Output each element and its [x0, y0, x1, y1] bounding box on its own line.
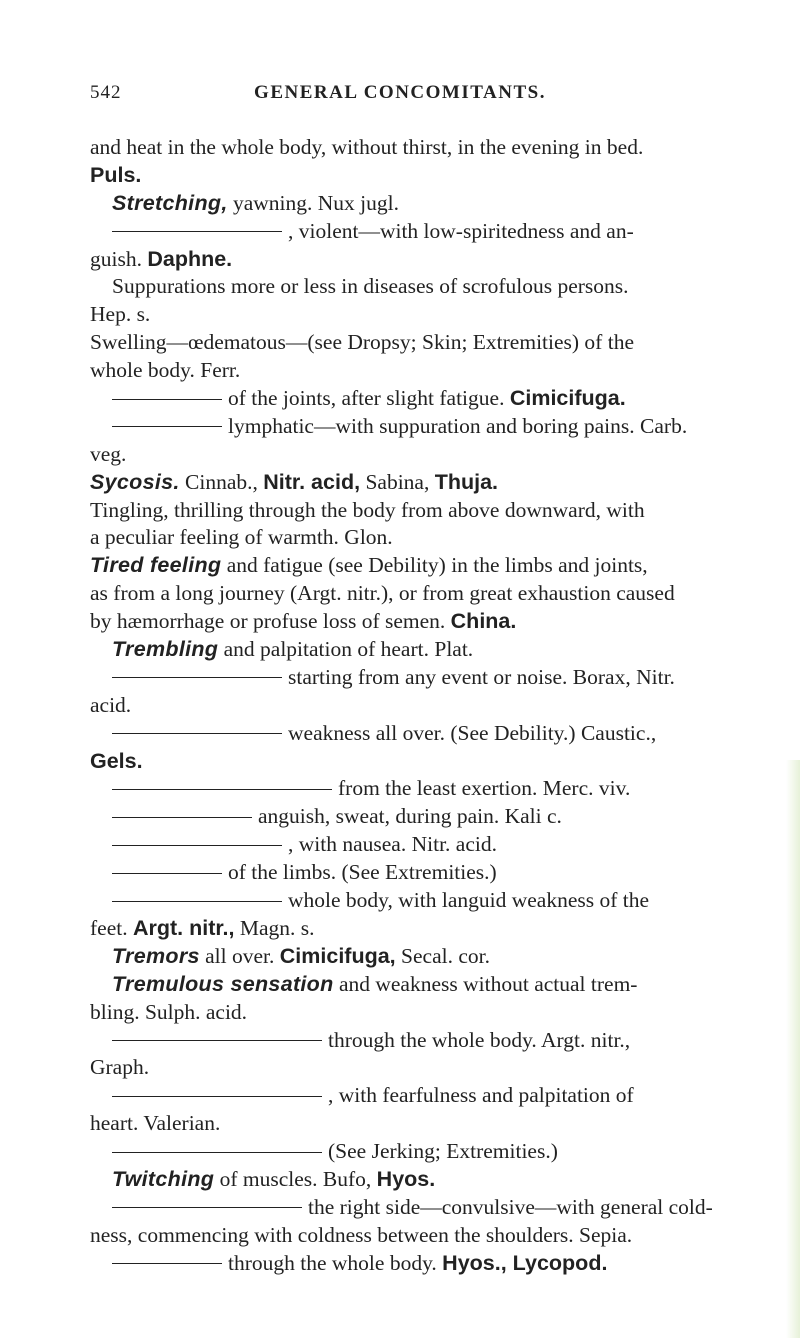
text-line	[90, 664, 710, 692]
text-line	[90, 1138, 710, 1166]
text-line	[90, 887, 710, 915]
page-edge-shadow	[786, 760, 800, 1338]
text-line	[90, 134, 710, 162]
text-run: heart. Valerian.	[90, 1111, 221, 1136]
ditto-dash	[112, 1096, 322, 1097]
text-run: the right side—convulsive—with general cold-	[308, 1194, 713, 1219]
text-run: of the limbs. (See Extremities.)	[228, 860, 497, 885]
text-run: by hæmorrhage or profuse loss of semen.	[90, 609, 451, 634]
ditto-dash	[112, 1040, 322, 1041]
text-run: whole body. Ferr.	[90, 358, 241, 383]
body-text	[90, 134, 713, 1278]
text-run: Secal. cor.	[395, 943, 490, 968]
text-line	[90, 524, 710, 552]
remedy: Nitr. acid,	[263, 469, 361, 494]
text-line	[90, 552, 710, 580]
text-line	[90, 329, 710, 357]
ditto-dash	[112, 1152, 322, 1153]
text-line	[90, 1194, 713, 1222]
remedy: Gels.	[90, 748, 143, 773]
text-run: all over.	[199, 943, 280, 968]
text-line	[90, 1054, 710, 1082]
text-run: Magn. s.	[234, 915, 315, 940]
text-run: ness, commencing with coldness between the shoulders. Sepia.	[90, 1222, 633, 1247]
text-run: whole body, with languid weakness of the	[288, 888, 650, 913]
text-line	[90, 775, 710, 803]
keyword: Tremors	[112, 943, 200, 968]
text-run: of muscles. Bufo,	[214, 1166, 377, 1191]
text-line	[90, 943, 710, 971]
ditto-dash	[112, 677, 282, 678]
ditto-dash	[112, 733, 282, 734]
text-line	[90, 385, 710, 413]
remedy: China.	[450, 609, 517, 634]
text-line	[90, 971, 710, 999]
remedy: Argt. nitr.,	[132, 915, 235, 940]
text-run: through the whole body. Argt. nitr.,	[328, 1027, 631, 1052]
text-line	[90, 720, 710, 748]
text-run: anguish, sweat, during pain. Kali c.	[258, 804, 562, 829]
keyword: Twitching	[112, 1166, 215, 1191]
text-line	[90, 162, 710, 190]
ditto-dash	[112, 789, 332, 790]
remedy: Cimicifuga,	[279, 943, 396, 968]
ditto-dash	[112, 873, 222, 874]
text-run: Hep. s.	[90, 302, 151, 327]
keyword: Sycosis.	[90, 469, 180, 494]
text-run: starting from any event or noise. Borax, Nitr.	[288, 664, 675, 689]
text-run: as from a long journey (Argt. nitr.), or from great exhaustion caused	[90, 581, 675, 606]
text-line	[90, 1166, 710, 1194]
running-title: GENERAL CONCOMITANTS.	[254, 82, 546, 103]
text-run: lymphatic—with suppuration and boring pains. Carb.	[228, 413, 688, 438]
text-run: Cinnab.,	[179, 469, 264, 494]
text-run: , violent—with low-spiritedness and an-	[288, 218, 634, 243]
text-line	[90, 636, 710, 664]
text-run: feet.	[90, 915, 133, 940]
text-line	[90, 1222, 710, 1250]
text-run: through the whole body.	[228, 1250, 443, 1275]
text-line	[90, 859, 710, 887]
text-line	[90, 441, 710, 469]
text-run: from the least exertion. Merc. viv.	[338, 776, 631, 801]
remedy: Thuja.	[434, 469, 499, 494]
text-run: weakness all over. (See Debility.) Caustic.,	[288, 720, 657, 745]
ditto-dash	[112, 817, 252, 818]
keyword: Tired feeling	[90, 553, 222, 578]
remedy: Puls.	[90, 162, 142, 187]
text-line	[90, 803, 710, 831]
remedy: Hyos.	[376, 1166, 436, 1191]
remedy: Cimicifuga.	[509, 386, 626, 411]
text-run: and fatigue (see Debility) in the limbs and joints,	[221, 553, 648, 578]
remedy: Daphne.	[147, 246, 233, 271]
text-line	[90, 999, 710, 1027]
remedy: Hyos., Lycopod.	[442, 1250, 608, 1275]
text-run: yawning. Nux jugl.	[227, 190, 399, 215]
text-line	[90, 273, 710, 301]
text-line	[90, 413, 710, 441]
ditto-dash	[112, 231, 282, 232]
text-line	[90, 1027, 710, 1055]
text-run: Graph.	[90, 1055, 150, 1080]
text-run: acid.	[90, 692, 132, 717]
text-line	[90, 357, 710, 385]
text-line	[90, 469, 710, 497]
text-line	[90, 608, 710, 636]
text-run: Tingling, thrilling through the body from above downward, with	[90, 497, 645, 522]
text-line	[90, 831, 710, 859]
text-line	[90, 497, 710, 525]
text-run: guish.	[90, 246, 148, 271]
text-run: , with nausea. Nitr. acid.	[288, 832, 497, 857]
ditto-dash	[112, 426, 222, 427]
text-run: a peculiar feeling of warmth. Glon.	[90, 525, 393, 550]
text-run: (See Jerking; Extremities.)	[328, 1139, 558, 1164]
ditto-dash	[112, 399, 222, 400]
text-run: and heat in the whole body, without thirst, in the evening in bed.	[90, 135, 644, 159]
text-line	[90, 748, 710, 776]
text-line	[90, 692, 710, 720]
page-number: 542	[90, 82, 122, 103]
text-line	[90, 1082, 710, 1110]
keyword: Tremulous sensation	[112, 971, 334, 996]
text-run: Sabina,	[360, 469, 435, 494]
text-line	[90, 1110, 710, 1138]
text-line	[90, 218, 710, 246]
text-line	[90, 580, 710, 608]
ditto-dash	[112, 1207, 302, 1208]
keyword: Trembling	[112, 637, 219, 662]
ditto-dash	[112, 1263, 222, 1264]
text-run: Swelling—œdematous—(see Dropsy; Skin; Extremities) of the	[90, 330, 634, 355]
text-run: and palpitation of heart. Plat.	[218, 637, 474, 662]
ditto-dash	[112, 901, 282, 902]
text-line	[90, 301, 710, 329]
text-run: of the joints, after slight fatigue.	[228, 386, 510, 411]
text-line	[90, 246, 710, 274]
text-run: bling. Sulph. acid.	[90, 999, 248, 1024]
text-run: , with fearfulness and palpitation of	[328, 1083, 634, 1108]
text-run: veg.	[90, 441, 127, 466]
text-run: and weakness without actual trem-	[333, 971, 638, 996]
text-run: Suppurations more or less in diseases of scrofulous persons.	[112, 274, 629, 299]
text-line	[90, 1250, 710, 1278]
keyword: Stretching,	[112, 190, 228, 215]
text-line	[90, 915, 710, 943]
ditto-dash	[112, 845, 282, 846]
text-line	[90, 190, 710, 218]
